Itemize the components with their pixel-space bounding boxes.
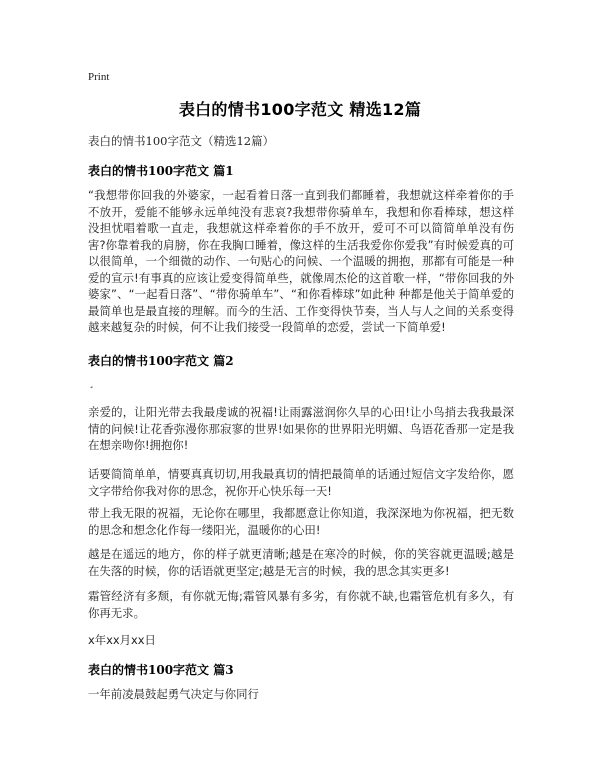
page-title: 表白的情书100字范文 精选12篇	[178, 100, 422, 119]
document-subtitle: 表白的情书100字范文（精选12篇）	[88, 134, 275, 148]
section-2-paragraph-2: 话要简简单单，情要真真切切,用我最真切的情把最简单的话通过短信文字发给你，愿文字带给你我对你的思念，祝你开心快乐每一天!	[88, 467, 514, 498]
section-2-date: x年xx月xx日	[88, 633, 156, 647]
section-2-paragraph-3: 带上我无限的祝福，无论你在哪里，我都愿意让你知道，我深深地为你祝福，把无数的思念和想念化作每一缕阳光，温暖你的心田!	[88, 506, 514, 537]
section-3-paragraph-1: 一年前凌晨鼓起勇气决定与你同行	[88, 687, 259, 701]
section-heading-3: 表白的情书100字范文 篇3	[88, 663, 234, 677]
section-heading-1: 表白的情书100字范文 篇1	[88, 164, 234, 178]
section-2-paragraph-5: 霜管经济有多颓，有你就无悔;霜管风暴有多劣，有你就不缺,也霜管危机有多久，有你再无求。	[88, 589, 514, 620]
section-1-paragraph-1: “我想带你回我的外婆家，一起看着日落一直到我们都睡着，我想就这样牵着你的手不放开，爱能不能够永远单纯没有悲哀?我想带你骑单车，我想和你看棒球，想这样没担忧唱着歌一直走，我想就这样牵着你的手不放开，爱可不可以简简单单没有伤害?你靠着我的肩膀，你在我胸口睡着，像这样的生活我爱你你爱我”有时候爱真的可以很简单，一个细微的动作、一句贴心的问候、一个温暖的拥抱，那都有可能是一种爱的宣示!有事真的应该让爱变得简单些，就像周杰伦的这首歌一样，“带你回我的外婆家”、“一起看日落”、“带你骑单车”、“和你看棒球”如此种 种都是他关于简单爱的最简单也是最直接的理解。而今的生活、工作变得快节奏，当人与人之间的关系变得越来越复杂的时候，何不让我们接受一段简单的恋爱，尝试一下简单爱!	[88, 188, 514, 334]
print-label[interactable]: Print	[88, 71, 110, 83]
section-2-paragraph-4: 越是在遥远的地方，你的样子就更清晰;越是在寒冷的时候，你的笑容就更温暖;越是在失落的时候，你的话语就更坚定;越是无言的时候，我的思念其实更多!	[88, 547, 514, 578]
section-heading-2: 表白的情书100字范文 篇2	[88, 354, 234, 368]
section-2-marker: ¸	[89, 378, 94, 389]
section-2-paragraph-1: 亲爱的，让阳光带去我最虔诚的祝福!让雨露滋润你久旱的心田!让小鸟捎去我我最深情的问候!让花香弥漫你那寂寥的世界!如果你的世界阳光明媚、鸟语花香那一定是我在想亲吻你!拥抱你!	[88, 405, 514, 452]
